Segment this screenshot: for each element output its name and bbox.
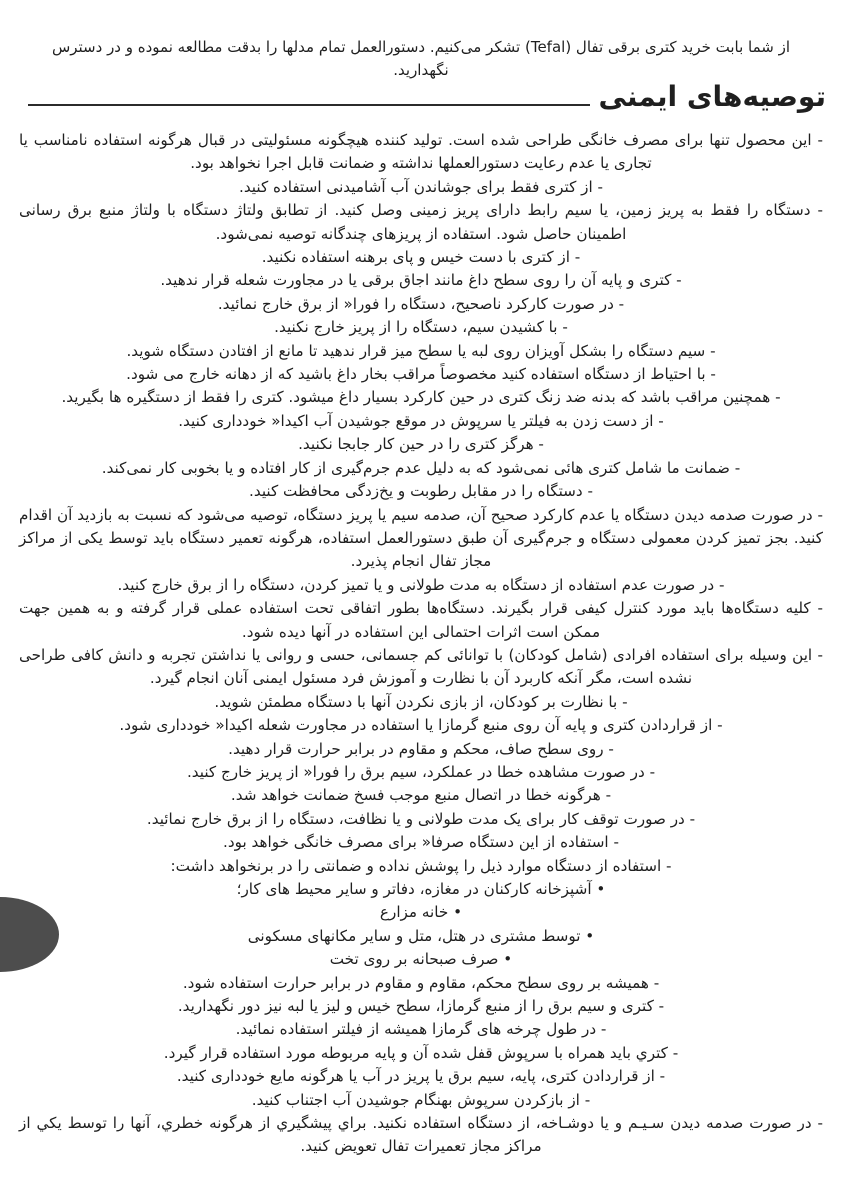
safety-item: - در طول چرخه های گرمازا همیشه از فیلتر استفاده نمائید.	[235, 1020, 607, 1039]
safety-item: - استفاده از دستگاه موارد ذیل را پوشش نداده و ضمانتی را در برنخواهد داشت:	[170, 856, 672, 875]
safety-item: - هرگونه خطا در اتصال منبع موجب فسخ ضمانت خواهد شد.	[230, 786, 612, 805]
safety-item: - با نظارت بر کودکان، از بازی نکردن آنها با دستگاه مطمئن شوید.	[214, 692, 628, 711]
safety-item: - با احتیاط از دستگاه استفاده کنید مخصوصاً مراقب بخار داغ باشید که از دهانه خارج می شود.	[126, 365, 716, 384]
safety-item: - از دست زدن به فیلتر یا سرپوش در موقع جوشیدن آب اکیدا« خودداری کنید.	[178, 411, 664, 430]
safety-sub-item: • خانه مزارع	[379, 903, 463, 922]
safety-item: - کتری و پایه آن را روی سطح داغ مانند اجاق برقی یا در مجاورت شعله قرار ندهید.	[160, 271, 682, 290]
safety-sub-item: • صرف صبحانه بر روی تخت	[329, 950, 513, 969]
section-title-rule	[28, 104, 590, 106]
safety-item: - همیشه بر روی سطح محکم، مقاوم و مقاوم در برابر حرارت استفاده شود.	[182, 973, 660, 992]
safety-item: - در صورت صدمه دیدن دستگاه یا عدم کارکرد صحیح آن، صدمه سیم یا پریز دستگاه، توصیه می‌شود که نسبت به بازدید آن اقدام کنید. بجز تمیز کردن معمولی دستگاه و جرم‌گیری آن طبق دستورالعمل استفاده، هرگونه تعمیر دستگاه باید توسط یکی از مراکز مجاز تفال انجام پذیرد.	[19, 505, 823, 571]
safety-item: - در صورت توقف کار برای یک مدت طولانی و یا نظافت، دستگاه را از برق خارج نمائید.	[146, 809, 696, 828]
safety-item: - سیم دستگاه را بشکل آویزان روی لبه یا سطح میز قرار ندهید تا مانع از افتادن دستگاه شوید.	[126, 341, 716, 360]
safety-item: - از قراردادن کتری و پایه آن روی منبع گرمازا یا استفاده در مجاورت شعله اکیدا« خودداری شود.	[119, 716, 723, 735]
safety-item: - روی سطح صاف، محکم و مقاوم در برابر حرارت قرار دهید.	[228, 739, 614, 758]
safety-sub-item: • توسط مشتری در هتل، متل و سایر مکانهای مسکونی	[247, 926, 595, 945]
safety-item: - از بازکردن سرپوش بهنگام جوشیدن آب اجتناب کنید.	[251, 1090, 591, 1109]
safety-item: - از قراردادن کتری، پایه، سیم برق یا پریز در آب یا هرگونه مایع خودداری کنید.	[176, 1067, 666, 1086]
safety-item: - دستگاه را فقط به پریز زمین، یا سیم رابط دارای پریز زمینی وصل کنید. از تطابق ولتاژ دستگاه با ولتاژ منبع برق رسانی اطمینان حاصل شود. استفاده از پریزهای چندگانه توصیه نمی‌شود.	[19, 201, 823, 243]
intro-text: از شما بابت خرید کتری برقی تفال (Tefal) تشکر می‌کنیم. دستورالعمل تمام مدلها را بدقت مطالعه نموده و در دسترس نگهدارید.	[51, 38, 791, 79]
safety-item: - در صورت عدم استفاده از دستگاه به مدت طولانی و یا تمیز کردن، دستگاه را از برق خارج کنید.	[117, 575, 725, 594]
safety-item: - کتري باید همراه با سرپوش قفل شده آن و پایه مربوطه مورد استفاده قرار گیرد.	[163, 1043, 679, 1062]
safety-item: - از کتری فقط برای جوشاندن آب آشامیدنی استفاده کنید.	[239, 177, 603, 196]
safety-item: - کتری و سیم برق را از منبع گرمازا، سطح خیس و لیز یا لبه نیز دور نگهدارید.	[177, 997, 665, 1016]
safety-item: - با کشیدن سیم، دستگاه را از پریز خارج نکنید.	[274, 318, 568, 337]
safety-item: - در صورت صدمه دیدن سـیـم و یا دوشـاخه، از دستگاه استفاده نکنید. براي پیشگیري از هرگونه خطري، آنها را توسط یکي از مراکز مجاز تعمیرات تفال تعویض کنید.	[19, 1114, 823, 1156]
safety-item: - ضمانت ما شامل کتری هائی نمی‌شود که به دلیل عدم جرم‌گیری از کار افتاده و یا بخوبی کار نمی‌کند.	[101, 458, 741, 477]
safety-item: - این وسیله برای استفاده افرادی (شامل کودکان) با توانائی کم جسمانی، حسی و روانی یا نداشتن تجربه و دانش کافی طراحی نشده است، مگر آنکه کاربرد آن با نظارت و آموزش فرد مسئول ایمنی آنان انجام گیرد.	[19, 645, 823, 688]
safety-item: - کلیه دستگاه‌ها باید مورد کنترل کیفی قرار بگیرند. دستگاه‌ها بطور اتفاقی تحت استفاده عملی قرار گرفته و به همین جهت ممکن است اثرات احتمالی این استفاده در آنها دیده شود.	[19, 599, 823, 641]
safety-list	[19, 129, 823, 1159]
safety-item: - همچنین مراقب باشد که بدنه ضد زنگ کتری در حین کارکرد بسیار داغ میشود. کتری را فقط از دستگیره ها بگیرید.	[61, 388, 781, 407]
safety-item: - در صورت کارکرد ناصحیح، دستگاه را فورا« از برق خارج نمائید.	[217, 294, 625, 313]
safety-sub-item: • آشپزخانه کارکنان در مغازه، دفاتر و سایر محیط های کار؛	[236, 880, 606, 898]
section-title: توصیه‌های ایمنی	[598, 80, 826, 113]
safety-item: - از کتری با دست خیس و پای برهنه استفاده نکنید.	[261, 248, 581, 267]
safety-item: - دستگاه را در مقابل رطوبت و یخ‌زدگی محافظت کنید.	[249, 482, 593, 501]
safety-item: - هرگز کتری را در حین کار جابجا نکنید.	[298, 435, 544, 454]
safety-item: - استفاده از این دستگاه صرفا« برای مصرف خانگی خواهد بود.	[223, 833, 619, 852]
safety-item: - در صورت مشاهده خطا در عملکرد، سیم برق را فورا« از پریز خارج کنید.	[186, 762, 656, 781]
section-heading	[28, 80, 826, 114]
safety-item: - این محصول تنها برای مصرف خانگی طراحی شده است. تولید کننده هیچگونه مسئولیتی در قبال هرگونه استفاده نامناسب یا تجاری یا عدم رعایت دستورالعملها نداشته و ضمانت قابل اجرا نخواهد بود.	[19, 131, 823, 173]
